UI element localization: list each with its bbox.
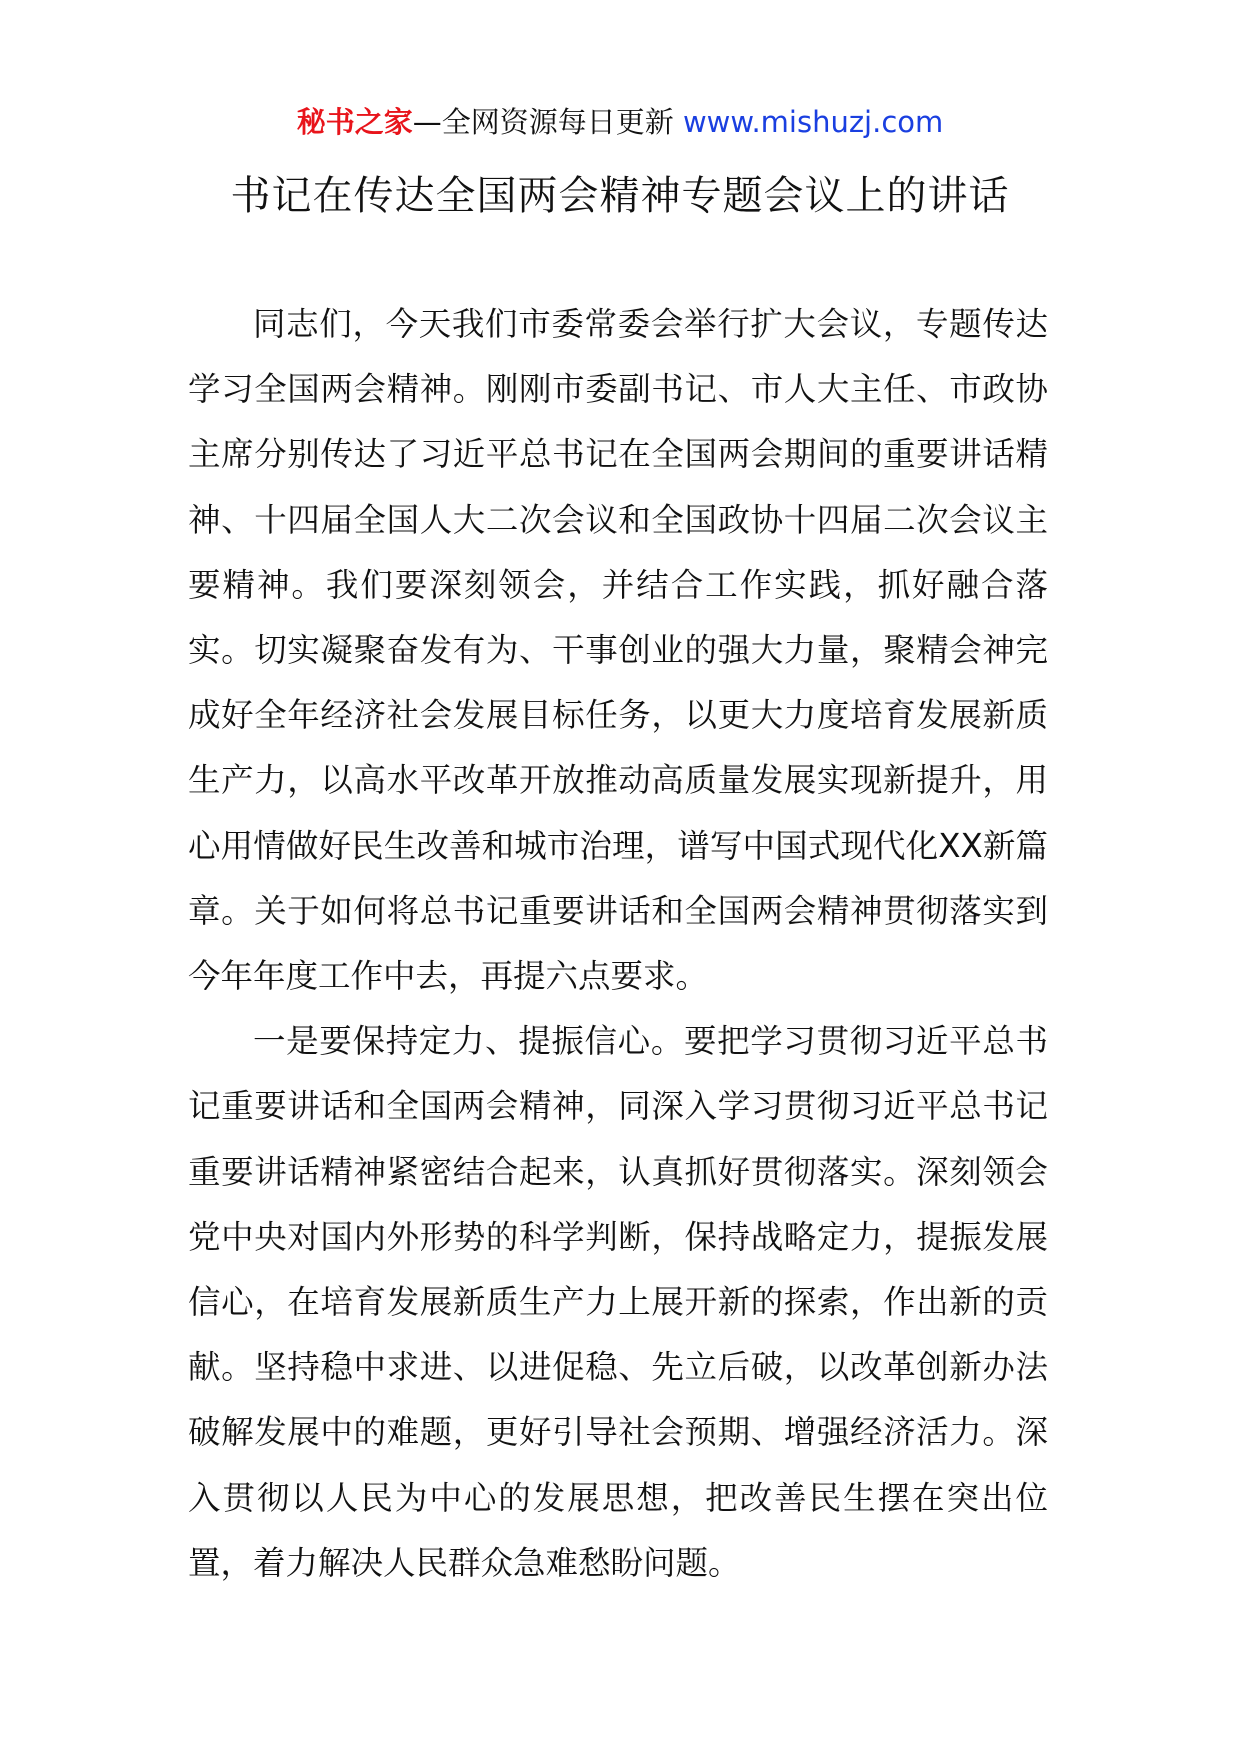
- document-body: [188, 292, 1048, 1596]
- header-banner: [0, 102, 1240, 142]
- banner-tagline: —全网资源每日更新: [412, 105, 674, 139]
- paragraph-intro: 同志们，今天我们市委常委会举行扩大会议，专题传达学习全国两会精神。刚刚市委副书记、市人大主任、市政协主席分别传达了习近平总书记在全国两会期间的重要讲话精神、十四届全国人大二次会议和全国政协十四届二次会议主要精神。我们要深刻领会，并结合工作实践，抓好融合落实。切实凝聚奋发有为、干事创业的强大力量，聚精会神完成好全年经济社会发展目标任务，以更大力度培育发展新质生产力，以高水平改革开放推动高质量发展实现新提升，用心用情做好民生改善和城市治理，谱写中国式现代化XX新篇章。关于如何将总书记重要讲话和全国两会精神贯彻落实到今年年度工作中去，再提六点要求。: [188, 305, 1048, 996]
- site-url-link[interactable]: www.mishuzj.com: [682, 105, 944, 139]
- brand-name: 秘书之家: [296, 105, 413, 139]
- document-title: 书记在传达全国两会精神专题会议上的讲话: [230, 173, 1010, 219]
- paragraph-point-one: 一是要保持定力、提振信心。要把学习贯彻习近平总书记重要讲话和全国两会精神，同深入学习贯彻习近平总书记重要讲话精神紧密结合起来，认真抓好贯彻落实。深刻领会党中央对国内外形势的科学判断，保持战略定力，提振发展信心，在培育发展新质生产力上展开新的探索，作出新的贡献。坚持稳中求进、以进促稳、先立后破，以改革创新办法破解发展中的难题，更好引导社会预期、增强经济活力。深入贯彻以人民为中心的发展思想，把改善民生摆在突出位置，着力解决人民群众急难愁盼问题。: [188, 1022, 1048, 1582]
